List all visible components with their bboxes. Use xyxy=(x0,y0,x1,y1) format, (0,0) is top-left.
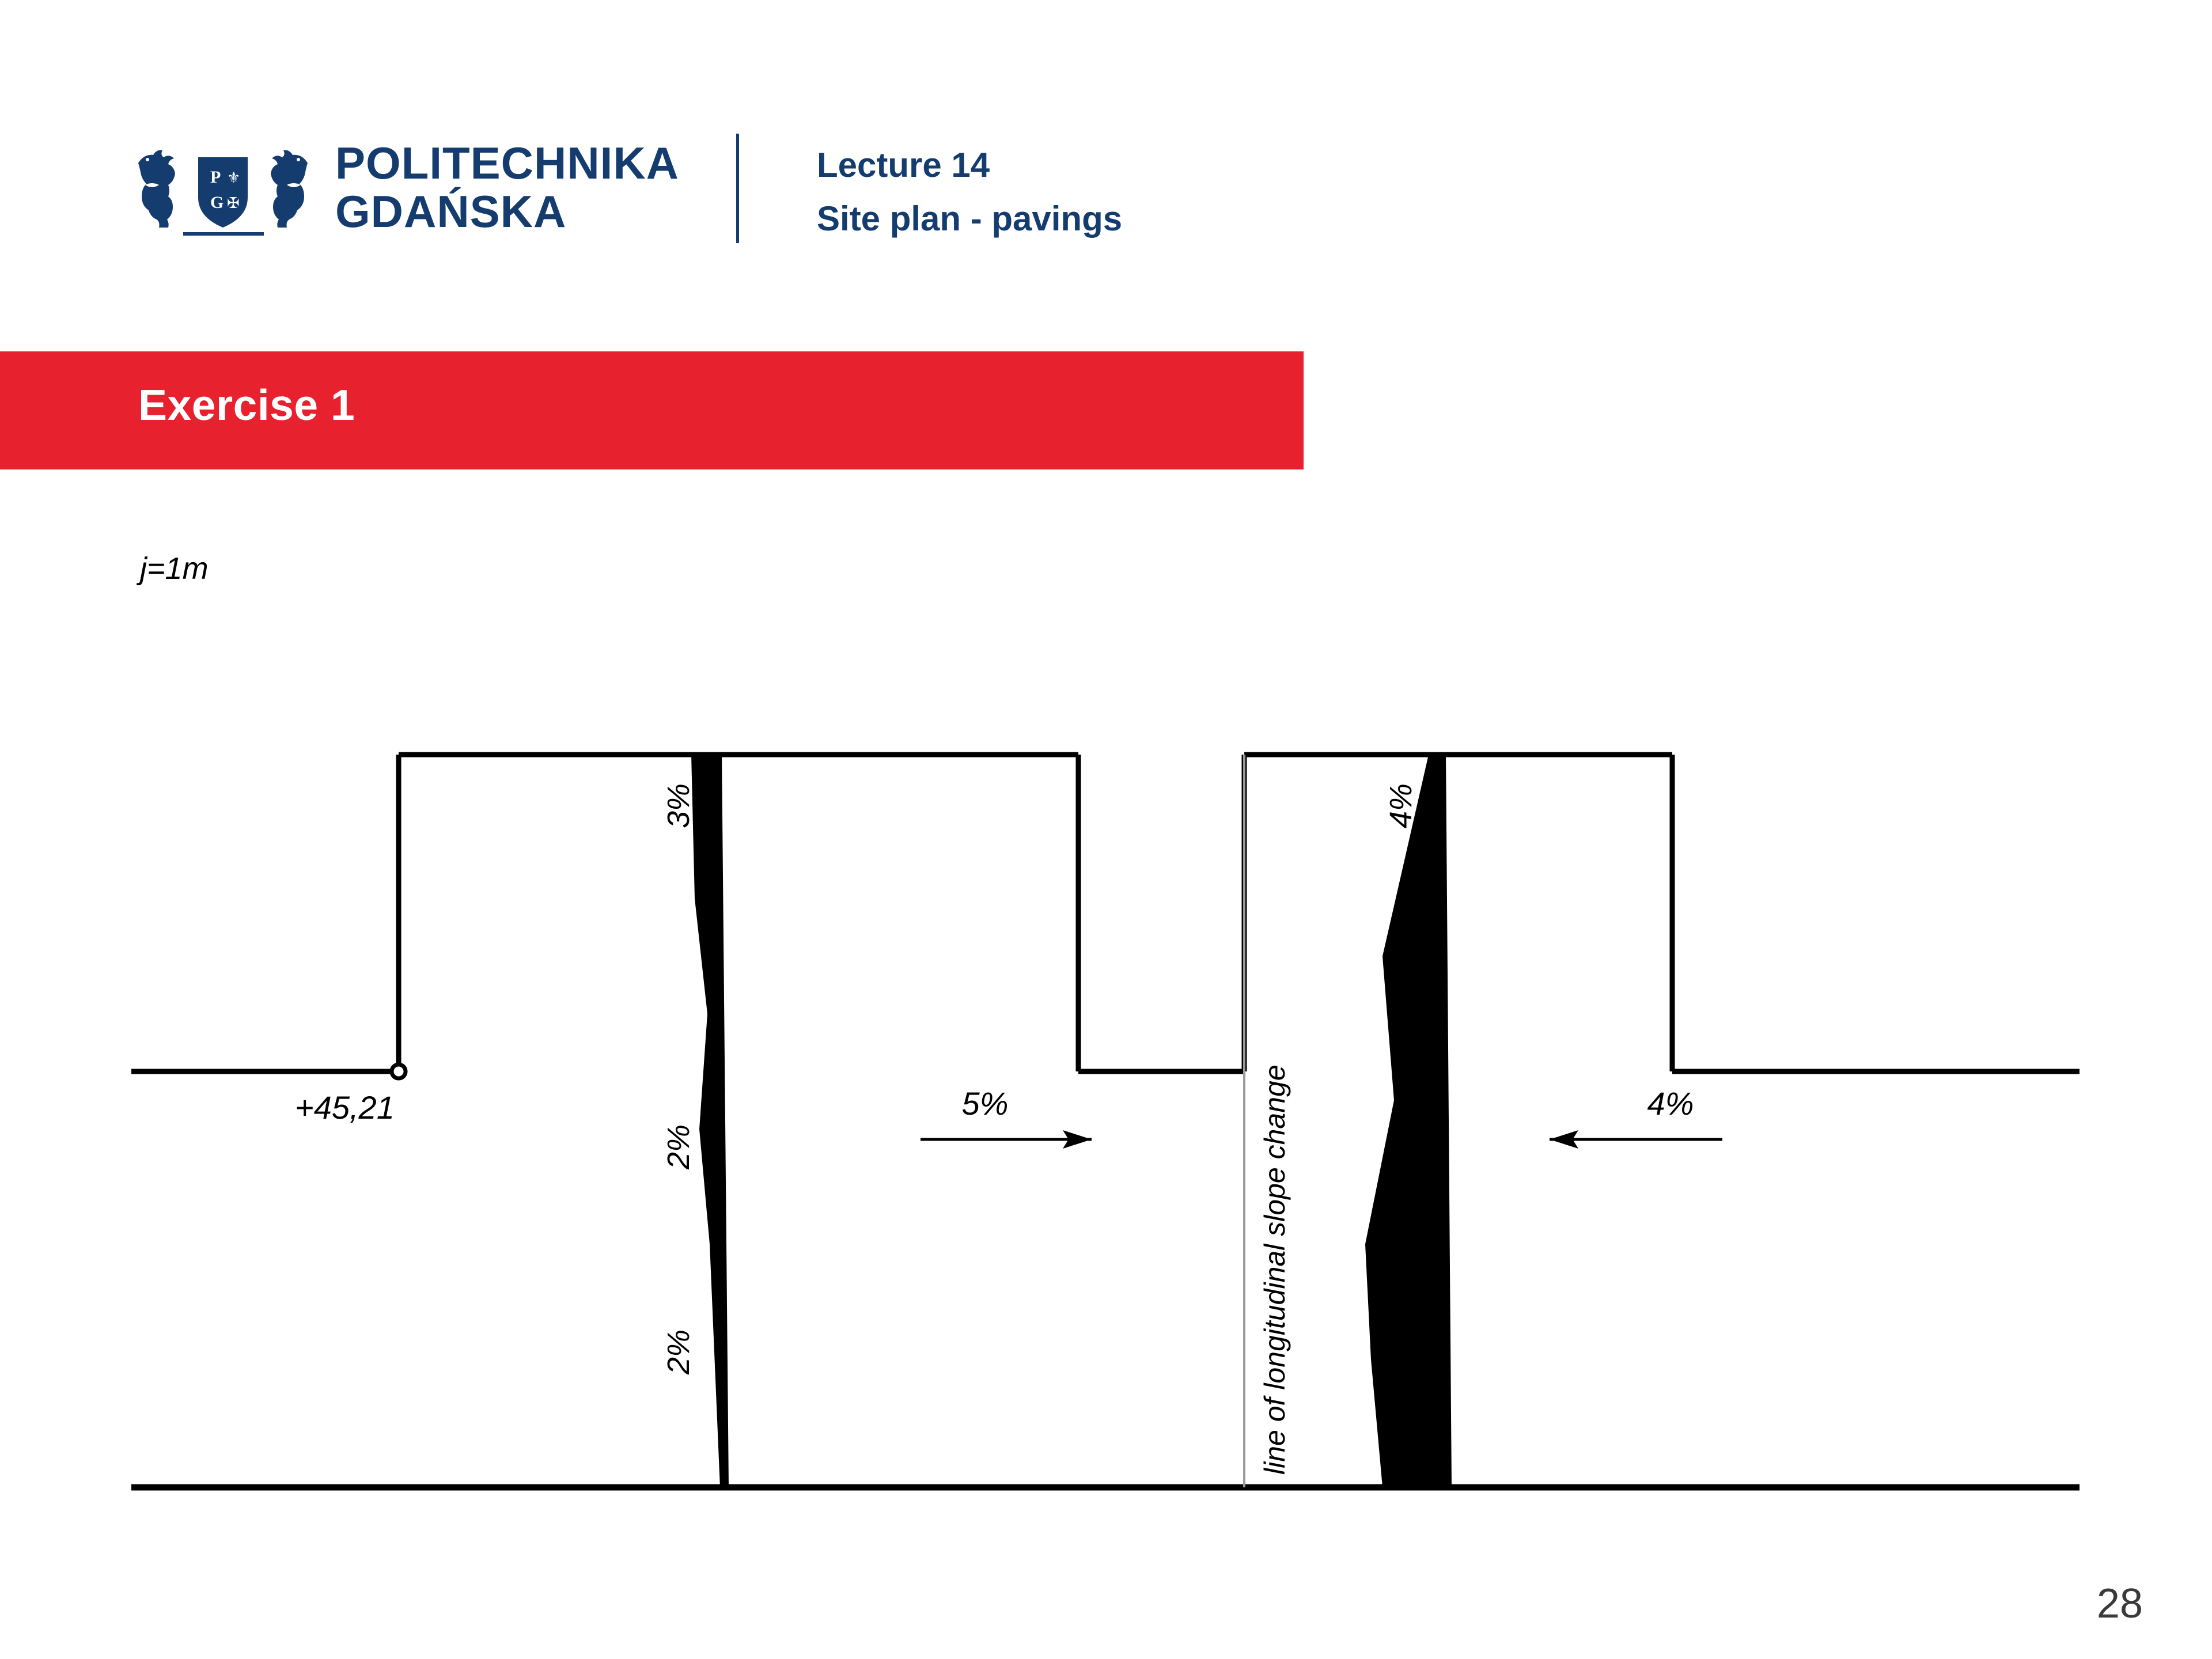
university-name xyxy=(335,139,679,236)
lecture-info xyxy=(817,138,1122,245)
slope-change-caption: line of longitudinal slope change xyxy=(1259,1065,1291,1475)
university-logo xyxy=(128,130,679,245)
slope-arrow-label-right: 4% xyxy=(1647,1085,1694,1122)
svg-text:P: P xyxy=(210,168,221,187)
lecture-subtitle: Site plan - pavings xyxy=(817,199,1123,238)
interval-label: j=1m xyxy=(140,551,209,586)
technical-drawing xyxy=(0,495,2212,1567)
coat-of-arms-icon xyxy=(128,130,318,245)
slope-label-left-mid: 2% xyxy=(661,1124,696,1170)
page-header xyxy=(0,0,2212,323)
slope-arrow-label-left: 5% xyxy=(961,1085,1009,1122)
elevation-point-marker xyxy=(392,1065,406,1078)
svg-text:✠: ✠ xyxy=(227,195,240,211)
slope-label-right-mid: 2% xyxy=(1384,1124,1418,1170)
right-slope-band xyxy=(1365,755,1452,1487)
elevation-label: +45,21 xyxy=(295,1089,395,1126)
header-divider xyxy=(736,134,739,243)
slope-label-left-top: 3% xyxy=(661,783,696,829)
slope-arrow-right xyxy=(1550,1130,1722,1149)
page-title: Exercise 1 xyxy=(138,381,355,429)
lecture-title: Lecture 14 xyxy=(817,146,990,184)
university-name-line2: GDAŃSKA xyxy=(335,186,567,237)
slope-label-right-bottom: 2% xyxy=(1384,1330,1418,1375)
university-name-line1: POLITECHNIKA xyxy=(335,137,679,188)
slope-label-right-top: 4% xyxy=(1384,783,1418,829)
slope-arrow-left xyxy=(921,1130,1092,1149)
svg-text:G: G xyxy=(210,193,224,212)
svg-text:⚜: ⚜ xyxy=(227,169,241,186)
slope-label-left-bottom: 2% xyxy=(661,1330,696,1375)
page-number: 28 xyxy=(2096,1581,2143,1627)
